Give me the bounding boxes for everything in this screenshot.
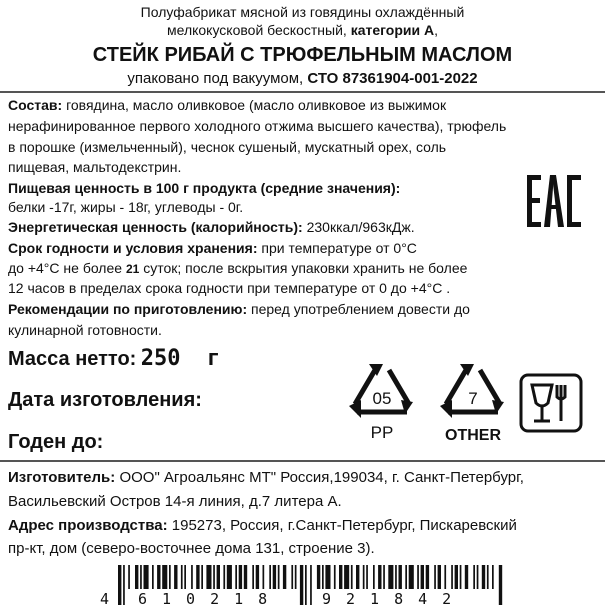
shelf-line2 (8, 260, 467, 278)
barcode-bar (455, 565, 458, 589)
mass-line (8, 346, 220, 371)
barcode-bar (383, 565, 385, 589)
barcode-bar (378, 565, 381, 589)
barcode-bar (295, 565, 297, 589)
barcode-bar (128, 565, 130, 589)
barcode-bar (363, 565, 365, 589)
barcode-bar (334, 565, 336, 589)
header-line2-comma: , (434, 22, 438, 38)
category-text: категории А (350, 22, 435, 38)
barcode-bar (196, 565, 199, 589)
barcode-first-digit: 4 (100, 590, 110, 608)
composition-line1 (8, 97, 446, 114)
mass-value: 250 г (140, 346, 221, 371)
composition-line4: пищевая, мальтодекстрин. (8, 159, 182, 175)
barcode-bar (123, 565, 125, 605)
eac-mark (527, 175, 581, 227)
barcode-bar (283, 565, 286, 589)
barcode-bar (206, 565, 211, 589)
barcode-bar (157, 565, 160, 589)
barcode-bar (477, 565, 479, 589)
barcode-bar (184, 565, 186, 589)
barcode-bar (162, 565, 167, 589)
barcode-bar (438, 565, 441, 589)
shelf-text2b: суток; после вскрытия упаковки хранить не более (143, 260, 468, 276)
barcode-bar (118, 565, 121, 605)
barcode-bar (263, 565, 265, 589)
food-safe-icon (519, 373, 583, 433)
standard-code: СТО 87361904-001-2022 (307, 70, 478, 87)
expires-label: Годен до: (8, 431, 104, 453)
production-text1: 195273, Россия, г.Санкт-Петербург, Пискаревский (171, 517, 517, 534)
barcode-bar (269, 565, 271, 589)
barcode-bar (191, 565, 193, 589)
barcode-bar (239, 565, 242, 589)
barcode-bar (356, 565, 359, 589)
barcode-bar (487, 565, 489, 589)
barcode-bar (278, 565, 280, 589)
shelf-days: 21 (125, 262, 140, 276)
barcode-bar (421, 565, 424, 589)
barcode-bar (305, 565, 307, 605)
manufacturer-text1: ООО" Агроальянс МТ" Россия,199034, г. Санкт-Петербург, (119, 469, 524, 486)
production-line1 (8, 517, 517, 534)
shelf-line3: 12 часов в пределах срока годности при температуре от 0 до +4°С . (8, 280, 451, 296)
barcode-bar (169, 565, 171, 589)
recycle-other-number: 7 (468, 389, 478, 408)
recommend-line1 (8, 301, 470, 318)
barcode-bar (317, 565, 320, 589)
barcode-bar (388, 565, 393, 589)
shelf-label: Срок годности и условия хранения: (8, 240, 258, 256)
barcode-bar (351, 565, 353, 589)
product-title: СТЕЙК РИБАЙ С ТРЮФЕЛЬНЫМ МАСЛОМ (92, 44, 513, 66)
made-date-label: Дата изготовления: (8, 389, 202, 411)
recommend-text1: перед употреблением довести до (251, 301, 470, 317)
recycle-other-icon (437, 362, 509, 444)
composition-label: Состав: (8, 97, 63, 113)
barcode-bar (399, 565, 402, 589)
barcode-bar (213, 565, 215, 589)
barcode-bar (344, 565, 349, 589)
barcode-bar (310, 565, 312, 605)
barcode-bar (366, 565, 368, 589)
barcode-bar (482, 565, 485, 589)
composition-line2: нерафинированное первого холодного отжима высшего качества), трюфель (8, 118, 507, 134)
barcode-bar (322, 565, 324, 589)
barcode-bar (227, 565, 232, 589)
energy-line (8, 219, 415, 236)
barcode-group1: 610218 (138, 590, 283, 608)
barcode-bar (201, 565, 203, 589)
barcode-bar (460, 565, 462, 589)
header-line2-text: мелкокусковой бескостный, (167, 22, 347, 38)
barcode-bar (252, 565, 254, 589)
production-label: Адрес производства: (8, 517, 168, 534)
barcode-bar (373, 565, 375, 589)
barcode-bar (273, 565, 276, 589)
recycle-pp-text: PP (370, 423, 394, 442)
recycle-pp-icon (347, 362, 417, 442)
manufacturer-label: Изготовитель: (8, 469, 116, 486)
header-line1: Полуфабрикат мясной из говядины охлаждённый (140, 4, 465, 20)
recommend-label: Рекомендации по приготовлению: (8, 301, 248, 317)
energy-value: 230ккал/963кДж. (306, 219, 415, 235)
barcode-bar (235, 565, 237, 589)
barcode-bar (325, 565, 330, 589)
manufacturer-line1 (8, 469, 524, 486)
barcode-bar (135, 565, 138, 589)
barcode-bar (217, 565, 220, 589)
shelf-line1 (8, 240, 417, 257)
energy-label: Энергетическая ценность (калорийность): (8, 219, 303, 235)
barcode-bar (405, 565, 407, 589)
barcode-bar (465, 565, 468, 589)
barcode-bar (434, 565, 436, 589)
barcode-bar (244, 565, 247, 589)
packaging-text: упаковано под вакуумом, (127, 70, 304, 87)
barcode-bar (426, 565, 429, 589)
barcode-bar (492, 565, 494, 589)
barcode-bar (499, 565, 502, 605)
barcode-bar (291, 565, 293, 589)
barcode-bar (444, 565, 446, 589)
barcode-bar (409, 565, 414, 589)
shelf-text2a: до +4°С не более (8, 260, 123, 276)
barcode-bar (144, 565, 149, 589)
barcode-bar (174, 565, 177, 589)
nutrition-values: белки -17г, жиры - 18г, углеводы - 0г. (8, 199, 244, 215)
production-line2: пр-кт, дом (северо-восточнее дома 131, строение 3). (8, 540, 375, 557)
barcode-bar (140, 565, 142, 589)
header-line2 (0, 22, 605, 39)
barcode-bar (300, 565, 303, 605)
divider (0, 460, 605, 462)
mass-label: Масса нетто: (8, 348, 137, 370)
manufacturer-line2: Васильевский Остров 14-я линия, д.7 литера А. (8, 493, 342, 510)
header-line4 (0, 70, 605, 87)
barcode-bar (417, 565, 419, 589)
barcode-bar (152, 565, 154, 589)
barcode-bar (451, 565, 453, 589)
barcode-bar (256, 565, 259, 589)
barcode-bar (223, 565, 225, 589)
barcode-group2: 921842 (322, 590, 467, 608)
barcode-bar (473, 565, 475, 589)
recycle-pp-number: 05 (372, 389, 392, 408)
divider (0, 91, 605, 93)
recycle-other-text: OTHER (445, 427, 501, 444)
composition-line3: в порошке (измельченный), чеснок сушеный, мускатный орех, соль (8, 139, 447, 155)
barcode-bar (339, 565, 342, 589)
shelf-text1: при температуре от 0°С (261, 240, 417, 256)
barcode-bar (395, 565, 397, 589)
nutrition-label: Пищевая ценность в 100 г продукта (средние значения): (8, 180, 401, 196)
composition-text1: говядина, масло оливковое (масло оливковое из выжимок (66, 97, 447, 113)
recommend-line2: кулинарной готовности. (8, 322, 162, 338)
barcode-bar (181, 565, 183, 589)
